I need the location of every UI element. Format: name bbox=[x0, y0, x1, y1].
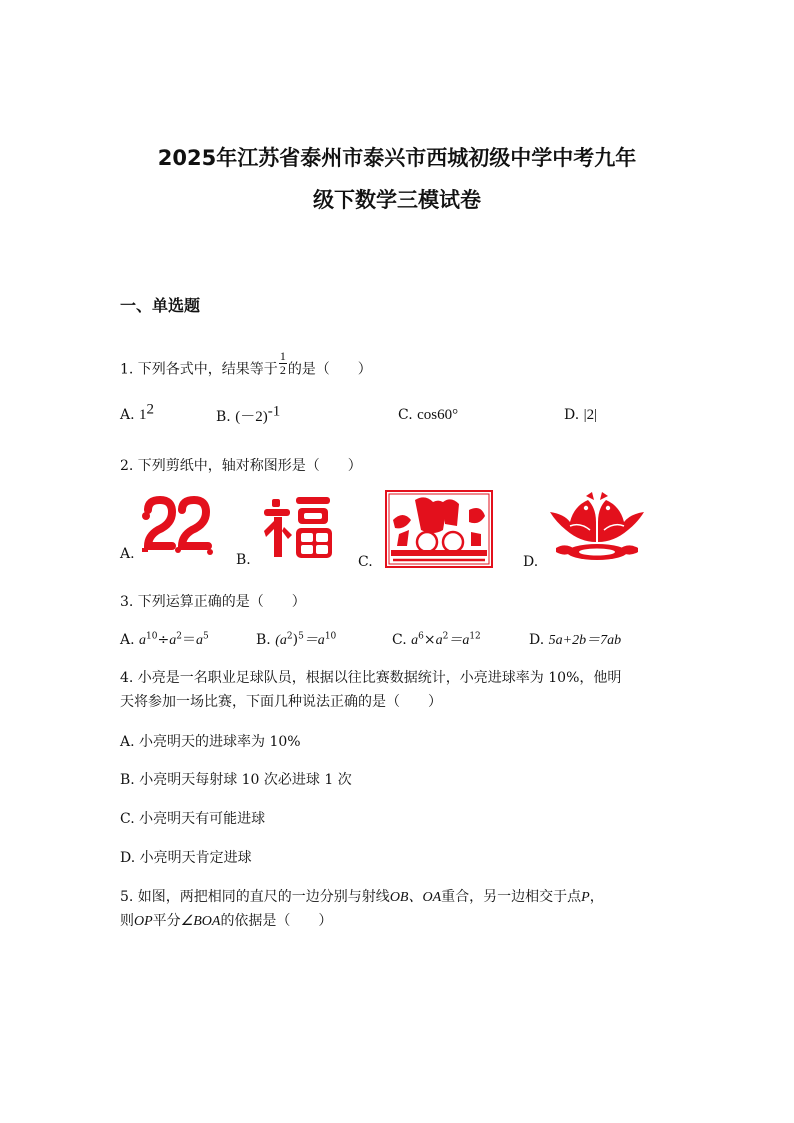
option-label: C. bbox=[398, 407, 413, 423]
q1-a-base: 1 bbox=[139, 407, 147, 423]
var-a: a bbox=[435, 633, 443, 648]
option-label: A. bbox=[120, 632, 135, 648]
q3-option-d bbox=[529, 629, 621, 649]
q5-text: 重合，另一边相交于点 bbox=[441, 889, 582, 905]
q5-point-p: P bbox=[581, 890, 590, 905]
exponent: 2 bbox=[442, 631, 449, 642]
exponent: 2 bbox=[286, 631, 293, 642]
q2-option-c-label: C. bbox=[358, 554, 373, 570]
exponent: 2 bbox=[176, 631, 182, 642]
q5-text: 的依据是（ ） bbox=[220, 913, 333, 929]
exponent: 5 bbox=[298, 631, 304, 642]
q5-math: OP bbox=[134, 914, 153, 929]
q3-option-b bbox=[256, 629, 336, 649]
question-5-stem-line-2 bbox=[120, 910, 332, 930]
var-a: a bbox=[139, 633, 147, 648]
q1-d-expression: |2| bbox=[583, 407, 598, 423]
option-label: C. bbox=[392, 632, 407, 648]
q2-option-d-label: D. bbox=[523, 554, 539, 570]
q5-text: ， bbox=[589, 889, 604, 905]
fraction-denominator: 2 bbox=[279, 363, 286, 377]
var-a: a bbox=[411, 633, 419, 648]
question-2-stem: 2. 下列剪纸中，轴对称图形是（ ） bbox=[120, 458, 362, 474]
papercut-twin-fish-image bbox=[546, 492, 648, 564]
q1-option-d bbox=[564, 407, 597, 424]
fraction-numerator: 1 bbox=[279, 349, 286, 363]
q4-option-a: A. 小亮明天的进球率为 10% bbox=[120, 734, 301, 750]
equals: ＝ bbox=[181, 632, 196, 648]
exponent: 6 bbox=[418, 631, 424, 642]
q5-text: 则 bbox=[120, 913, 134, 929]
operator: × bbox=[423, 632, 436, 648]
q3-option-a bbox=[120, 629, 209, 649]
var-a: a bbox=[169, 633, 177, 648]
exponent: 5 bbox=[202, 631, 209, 642]
q1-stem-suffix: 的是（ ） bbox=[287, 361, 372, 378]
fraction-one-half bbox=[279, 350, 287, 377]
expression-part: ＝a bbox=[448, 633, 470, 648]
q5-math: OB、OA bbox=[389, 890, 442, 905]
question-3-stem: 3. 下列运算正确的是（ ） bbox=[120, 594, 306, 610]
q1-b-expression: (－2) bbox=[235, 409, 268, 425]
q3-option-c bbox=[392, 629, 481, 649]
exponent: 12 bbox=[469, 631, 481, 642]
papercut-rider-scene-image bbox=[385, 490, 493, 568]
q1-b-exponent: -1 bbox=[267, 403, 281, 420]
q5-text: 5. 如图，两把相同的直尺的一边分别与射线 bbox=[120, 889, 390, 905]
document-title-line-2: 级下数学三模试卷 bbox=[313, 188, 481, 212]
expression-part: ＝a bbox=[303, 633, 325, 648]
question-4-stem-line-2: 天将参加一场比赛，下面几种说法正确的是（ ） bbox=[120, 694, 442, 710]
expression-part: (a bbox=[275, 633, 287, 648]
question-1-stem bbox=[120, 349, 372, 383]
expression-part: ) bbox=[292, 632, 299, 648]
q1-option-b bbox=[216, 405, 280, 426]
q1-option-a bbox=[120, 401, 155, 424]
q1-option-c bbox=[398, 407, 458, 424]
q5-text: 平分 bbox=[152, 913, 181, 929]
q4-option-c: C. 小亮明天有可能进球 bbox=[120, 811, 266, 827]
q4-option-d: D. 小亮明天肯定进球 bbox=[120, 850, 252, 866]
option-label: D. bbox=[564, 407, 580, 423]
papercut-fu-character-image bbox=[260, 491, 336, 563]
q5-math: ∠BOA bbox=[180, 914, 221, 929]
q4-option-b: B. 小亮明天每射球 10 次必进球 1 次 bbox=[120, 772, 352, 788]
papercut-swirl-image bbox=[138, 494, 216, 560]
section-heading: 一、单选题 bbox=[120, 296, 201, 315]
exponent: 10 bbox=[324, 631, 337, 642]
q1-a-exponent: 2 bbox=[146, 401, 155, 418]
q1-stem-prefix: 1. 下列各式中，结果等于 bbox=[120, 361, 278, 378]
var-a: a bbox=[195, 633, 203, 648]
q2-option-b-label: B. bbox=[236, 552, 251, 568]
document-title-line-1: 2025年江苏省泰州市泰兴市西城初级中学中考九年 bbox=[157, 146, 637, 170]
q1-c-expression: cos60° bbox=[417, 407, 459, 423]
option-label: B. bbox=[216, 409, 231, 425]
question-5-stem-line-1 bbox=[120, 886, 604, 906]
exponent: 10 bbox=[146, 631, 158, 642]
option-label: B. bbox=[256, 632, 271, 648]
operator: ÷ bbox=[157, 632, 170, 648]
option-label: A. bbox=[120, 407, 135, 423]
option-label: D. bbox=[529, 632, 545, 648]
expression: 5a+2b＝7ab bbox=[548, 633, 622, 648]
question-4-stem-line-1: 4. 小亮是一名职业足球队员，根据以往比赛数据统计，小亮进球率为 10%，他明 bbox=[120, 670, 622, 686]
q2-option-a-label: A. bbox=[120, 546, 135, 562]
